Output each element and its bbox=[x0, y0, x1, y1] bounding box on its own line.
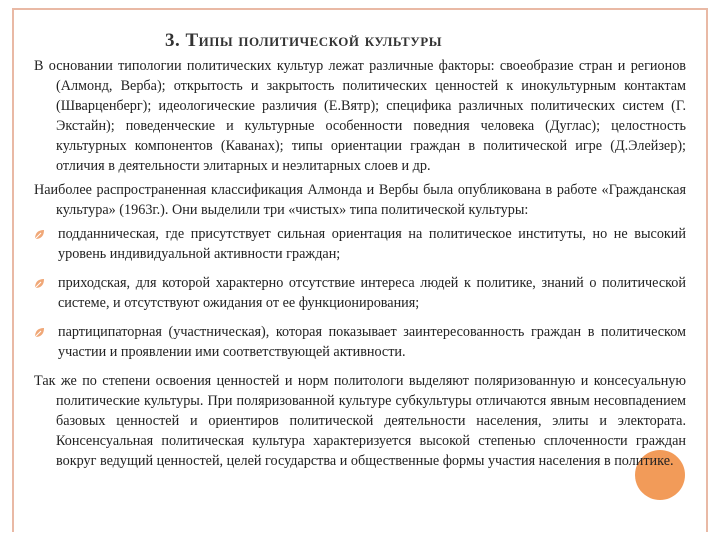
list-item-text: подданническая, где присутствует сильная ориентация на политическое институты, но не высокий уровень индивидуальной активности граждан; bbox=[58, 226, 686, 262]
paragraph-polarized-consensual: Так же по степени освоения ценностей и норм политологи выделяют поляризованную и консесуальную политические культуры. При поляризованной культуре субкультуры отличаются явным несовпадением базовых ценностей и ориентиров политической деятельности населения, элиты и электората. Консенсуальная политическая культура характеризуется высокой степенью сплоченности граждан вокруг ведущий ценностей, целей государства и общественные формы участия населения в политике. bbox=[34, 373, 686, 469]
paragraph-typology-factors: В основании типологии политических культур лежат различные факторы: своеобразие стран и регионов (Алмонд, Верба); открытость и закрытость политических ценностей к инокультурным контактам (Шварценберг); идеологические различия (Е.Вятр); специфика различных политических систем (Г. Экстайн); поведенческие и культурные особенности поведния человека (Дуглас); целостность культурных компонентов (Каванах); типы ориентации граждан в политической игре (Д.Элейзер); отличия в деятельности элитарных и неэлитарных слоев и др. bbox=[34, 58, 686, 174]
list-item bbox=[34, 224, 686, 264]
slide-frame-top bbox=[12, 8, 708, 10]
list-item bbox=[34, 322, 686, 362]
list-item-text: приходская, для которой характерно отсутствие интереса людей к политике, знаний о политической системе, и отсутствуют ожидания от ее функционирования; bbox=[58, 275, 686, 311]
paragraph-almond-verba: Наиболее распространенная классификация Алмонда и Вербы была опубликована в работе «Гражданская культура» (1963г.). Они выделили три «чистых» типа политической культуры: bbox=[34, 182, 686, 218]
list-item bbox=[34, 273, 686, 313]
slide-content bbox=[34, 56, 686, 475]
leaf-bullet-icon bbox=[34, 278, 45, 289]
culture-types-list bbox=[34, 224, 686, 362]
page-title: 3. Типы политической культуры bbox=[165, 30, 442, 51]
list-item-text: партиципаторная (участническая), которая показывает заинтересованность граждан в политическом участии и проявлении ими соответствующей активности. bbox=[58, 324, 686, 360]
leaf-bullet-icon bbox=[34, 327, 45, 338]
leaf-bullet-icon bbox=[34, 229, 45, 240]
